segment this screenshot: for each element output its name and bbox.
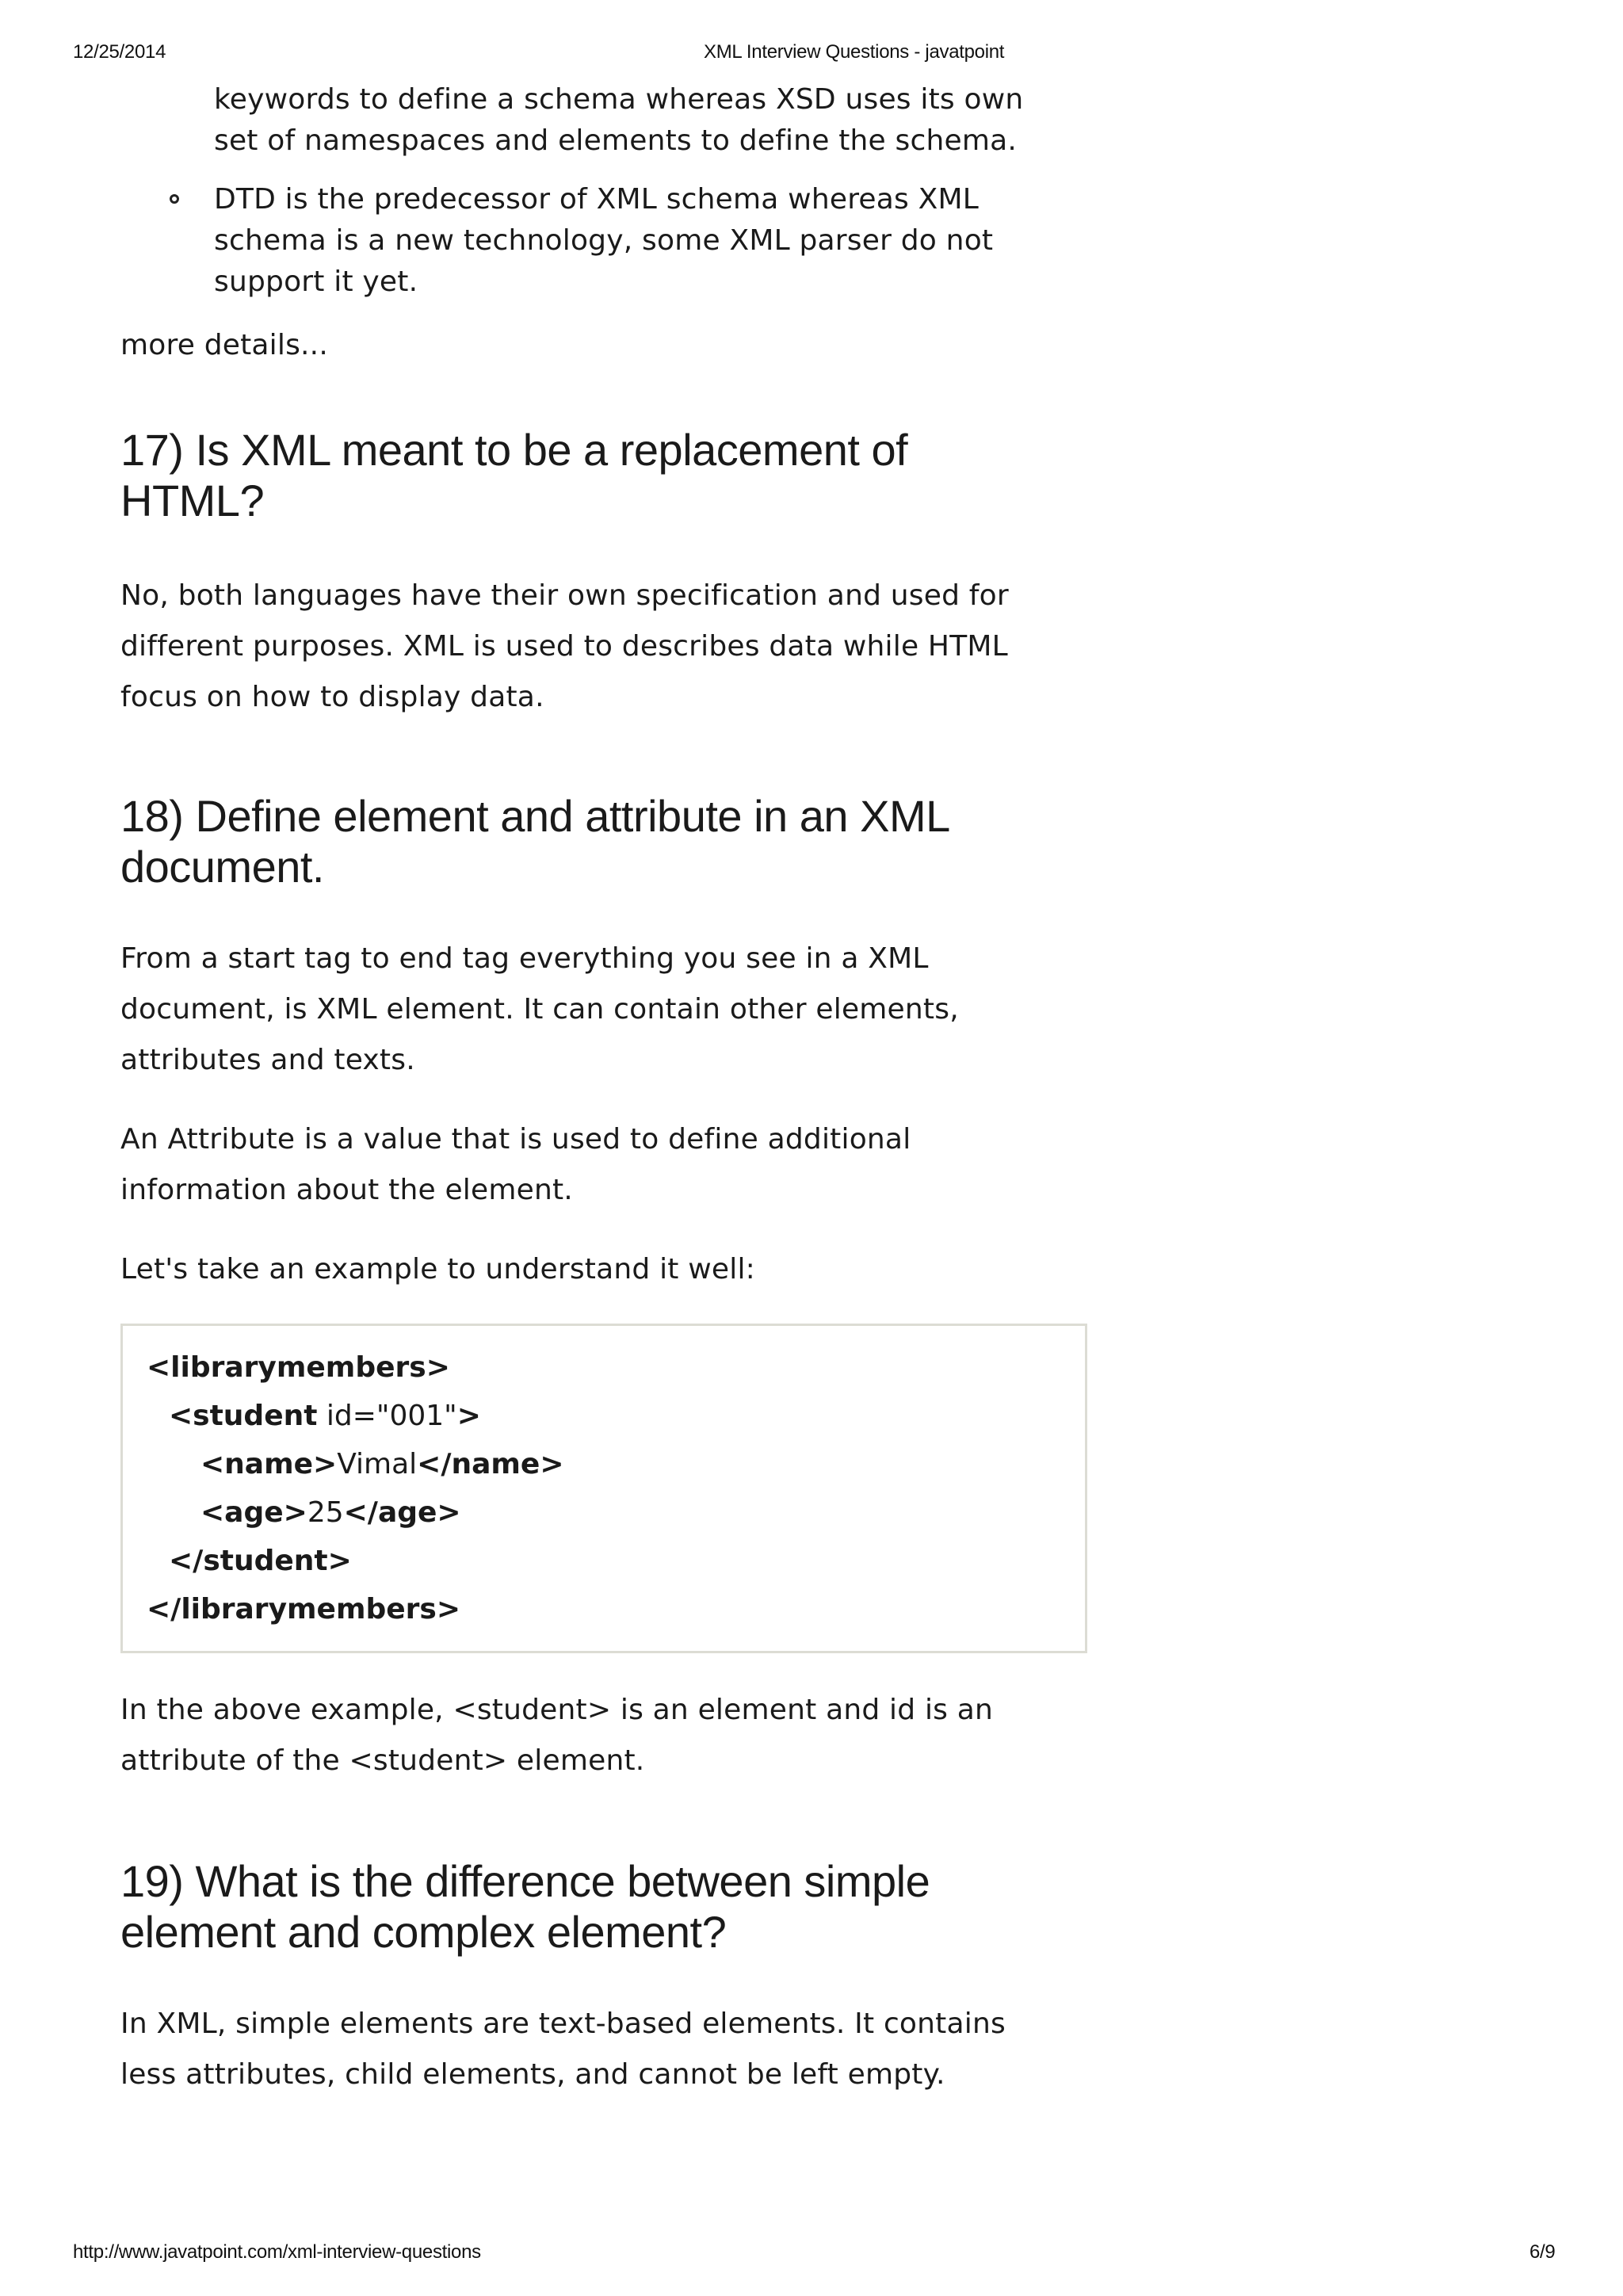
- code-line: [147, 1585, 1063, 1633]
- code-attribute: id="001": [317, 1400, 457, 1432]
- more-details-link[interactable]: more details...: [120, 329, 328, 361]
- code-tag: >: [456, 1400, 481, 1432]
- code-tag: <age>: [200, 1496, 307, 1529]
- answer-line: less attributes, child elements, and cannot be left empty.: [120, 2058, 945, 2091]
- list-item: [120, 79, 1087, 162]
- code-tag: <student: [169, 1400, 318, 1432]
- xml-code-example: [120, 1324, 1087, 1653]
- print-date: 12/25/2014: [73, 41, 166, 63]
- code-tag: <name>: [200, 1448, 338, 1480]
- heading-line: HTML?: [120, 476, 265, 525]
- bullet-circle-icon: [170, 194, 179, 204]
- list-item-line: DTD is the predecessor of XML schema whereas XML: [214, 183, 979, 216]
- code-tag: </librarymembers>: [147, 1593, 460, 1626]
- question-17-answer: [120, 571, 1087, 723]
- element-definition-paragraph: [120, 934, 1087, 1086]
- attribute-definition-paragraph: [120, 1114, 1087, 1216]
- list-item-line: keywords to define a schema whereas XSD uses its own: [214, 83, 1024, 116]
- code-line: [147, 1537, 1063, 1585]
- question-17-heading: [120, 425, 1087, 526]
- code-tag: </age>: [343, 1496, 461, 1529]
- code-tag: </student>: [169, 1545, 352, 1577]
- print-page-number: 6/9: [1529, 2241, 1556, 2263]
- question-19-heading: [120, 1856, 1087, 1958]
- heading-line: 17) Is XML meant to be a replacement of: [120, 425, 908, 475]
- code-tag: </name>: [417, 1448, 564, 1480]
- code-text: Vimal: [337, 1448, 418, 1480]
- answer-line: focus on how to display data.: [120, 681, 544, 713]
- answer-line: No, both languages have their own specification and used for: [120, 579, 1009, 612]
- answer-line: different purposes. XML is used to describes data while HTML: [120, 630, 1008, 663]
- heading-line: 19) What is the difference between simple: [120, 1856, 930, 1906]
- code-text: 25: [307, 1496, 344, 1529]
- print-page-url: http://www.javatpoint.com/xml-interview-questions: [73, 2241, 481, 2263]
- list-item-line: schema is a new technology, some XML parser do not: [214, 224, 994, 257]
- code-line: [147, 1392, 1063, 1440]
- heading-line: element and complex element?: [120, 1907, 727, 1957]
- paragraph-line: document, is XML element. It can contain other elements,: [120, 993, 959, 1026]
- example-intro-paragraph: Let's take an example to understand it well:: [120, 1253, 755, 1286]
- example-explanation-paragraph: [120, 1685, 1087, 1786]
- heading-line: document.: [120, 842, 324, 892]
- code-line: [147, 1440, 1063, 1488]
- list-item: [120, 179, 1087, 303]
- article-content: [120, 79, 1087, 2100]
- list-item-line: support it yet.: [214, 266, 418, 298]
- paragraph-line: From a start tag to end tag everything you see in a XML: [120, 942, 929, 975]
- list-item-line: set of namespaces and elements to define the schema.: [214, 124, 1018, 157]
- code-tag: <librarymembers>: [147, 1351, 450, 1384]
- comparison-bullet-list: [120, 79, 1087, 303]
- paragraph-line: information about the element.: [120, 1174, 573, 1206]
- heading-line: 18) Define element and attribute in an XML: [120, 791, 950, 841]
- print-page-title: XML Interview Questions - javatpoint: [704, 41, 1005, 63]
- question-18-heading: [120, 791, 1087, 892]
- answer-line: In XML, simple elements are text-based elements. It contains: [120, 2008, 1006, 2040]
- paragraph-line: attributes and texts.: [120, 1044, 415, 1076]
- code-line: [147, 1343, 1063, 1392]
- code-line: [147, 1488, 1063, 1537]
- paragraph-line: An Attribute is a value that is used to define additional: [120, 1123, 911, 1156]
- paragraph-line: In the above example, <student> is an element and id is an: [120, 1694, 994, 1726]
- question-19-answer: [120, 1999, 1087, 2100]
- paragraph-line: attribute of the <student> element.: [120, 1744, 645, 1777]
